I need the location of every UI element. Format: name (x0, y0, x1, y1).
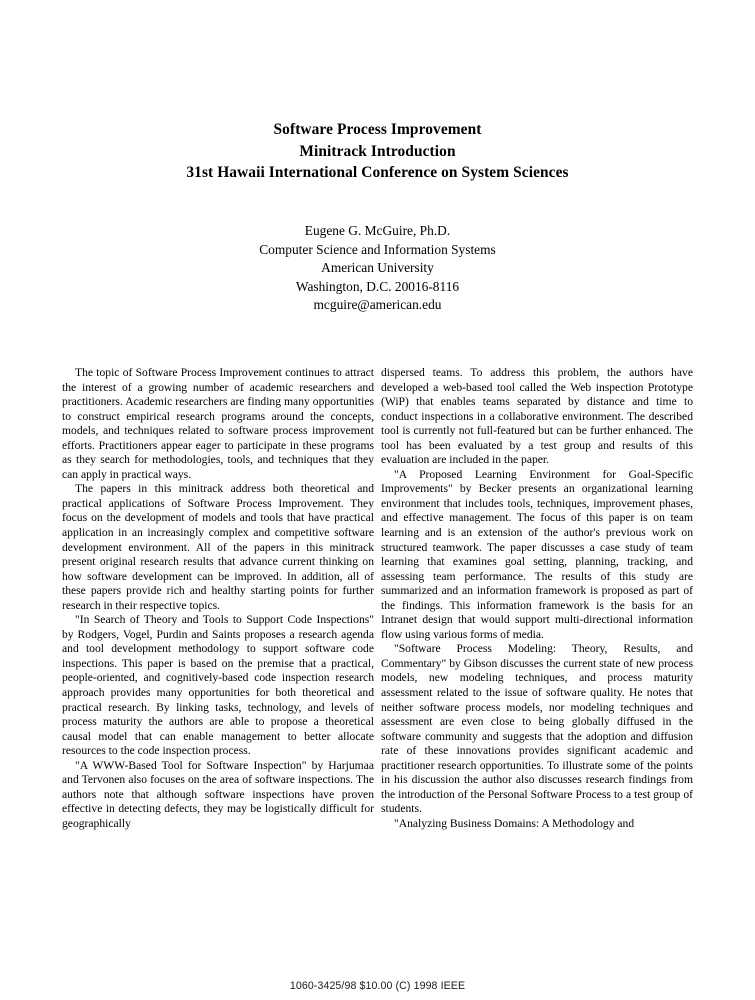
paragraph: "A WWW-Based Tool for Software Inspection" by Harjumaa and Tervonen also focuses on the area of software inspections. The authors note that although software inspections have proven effective in detecting defects, they may be logistically difficult for geographically (62, 758, 374, 830)
body-columns (62, 366, 693, 894)
right-column (381, 366, 693, 894)
paragraph: The papers in this minitrack address both theoretical and practical applications of Software Process Improvement. They focus on the development of models and tools that have practical application in an increasingly complex and competitive software development environment. All of the papers in this minitrack present original research results that advance current thinking on how software development can be improved. In addition, all of these papers provide rich and healthy starting points for further research in their respective topics. (62, 482, 374, 612)
author-affiliation-block (62, 222, 693, 315)
author-name: Eugene G. McGuire, Ph.D. (304, 223, 451, 238)
page-title-line-3: 31st Hawaii International Conference on System Sciences (186, 164, 569, 181)
paragraph: "A Proposed Learning Environment for Goal-Specific Improvements" by Becker presents an organizational learning environment that includes tools, techniques, improvement phases, and effective management. The focus of this paper is on team learning and is an extension of the author's previous work on structured teamwork. The paper discusses a case study of team learning that examines goal setting, planning, tracking, and assessing team performance. The results of this study are summarized and an information framework is proposed as part of the findings. This information framework is the basis for an Intranet design that would support multi-directional information flow using various forms of media. (381, 467, 693, 641)
author-institution: American University (321, 260, 434, 276)
left-column (62, 366, 374, 894)
paragraph: dispersed teams. To address this problem, the authors have developed a web-based tool called the Web inspection Prototype (WiP) that enables teams separated by distance and time to conduct inspections in a collaborative environment. The described tool is currently not full-featured but can be further enhanced. The tool has been evaluated by a test group and results of this evaluation are included in the paper. (381, 366, 693, 467)
paper-title-block (62, 119, 693, 184)
author-address: Washington, D.C. 20016-8116 (295, 278, 460, 294)
author-department: Computer Science and Information Systems (259, 241, 496, 257)
paragraph: The topic of Software Process Improvement continues to attract the interest of a growing number of academic researchers and practitioners. Academic researchers are finding many opportunities to construct empirical research programs around the concepts, models, and techniques related to software process improvement efforts. Practitioners appear eager to participate in these programs as they search for methodologies, tools, and techniques that they can apply in practical ways. (62, 366, 374, 481)
page-title-line-2: Minitrack Introduction (299, 142, 456, 160)
paragraph: "Software Process Modeling: Theory, Results, and Commentary" by Gibson discusses the current state of new process models, new modeling techniques, and process maturity assessment related to the issue of software quality. He notes that neither software process models, nor modeling techniques and assessment are even close to being globally diffused in the software community and suggests that the adoption and diffusion rate of these innovations provides significant academic and practitioner research opportunities. To illustrate some of the points in his discussion the author also discusses research findings from the introduction of the Personal Software Process to a test group of students. (381, 642, 693, 816)
page-title-line-1: Software Process Improvement (273, 121, 482, 138)
paragraph: "Analyzing Business Domains: A Methodology and (394, 816, 635, 830)
author-email: mcguire@american.edu (313, 297, 442, 313)
copyright-footer: 1060-3425/98 $10.00 (C) 1998 IEEE (289, 980, 466, 992)
paragraph: "In Search of Theory and Tools to Support Code Inspections" by Rodgers, Vogel, Purdin and Saints proposes a research agenda and tool development methodology to support software code inspections. This paper is based on the premise that a practical, people-oriented, and cognitively-based code inspection research approach provides many opportunities for both theoretical and practical research. By linking tasks, technology, and levels of process maturity the authors are able to propose a theoretical causal model that can enable management to better allocate resources to the code inspection process. (62, 613, 374, 758)
